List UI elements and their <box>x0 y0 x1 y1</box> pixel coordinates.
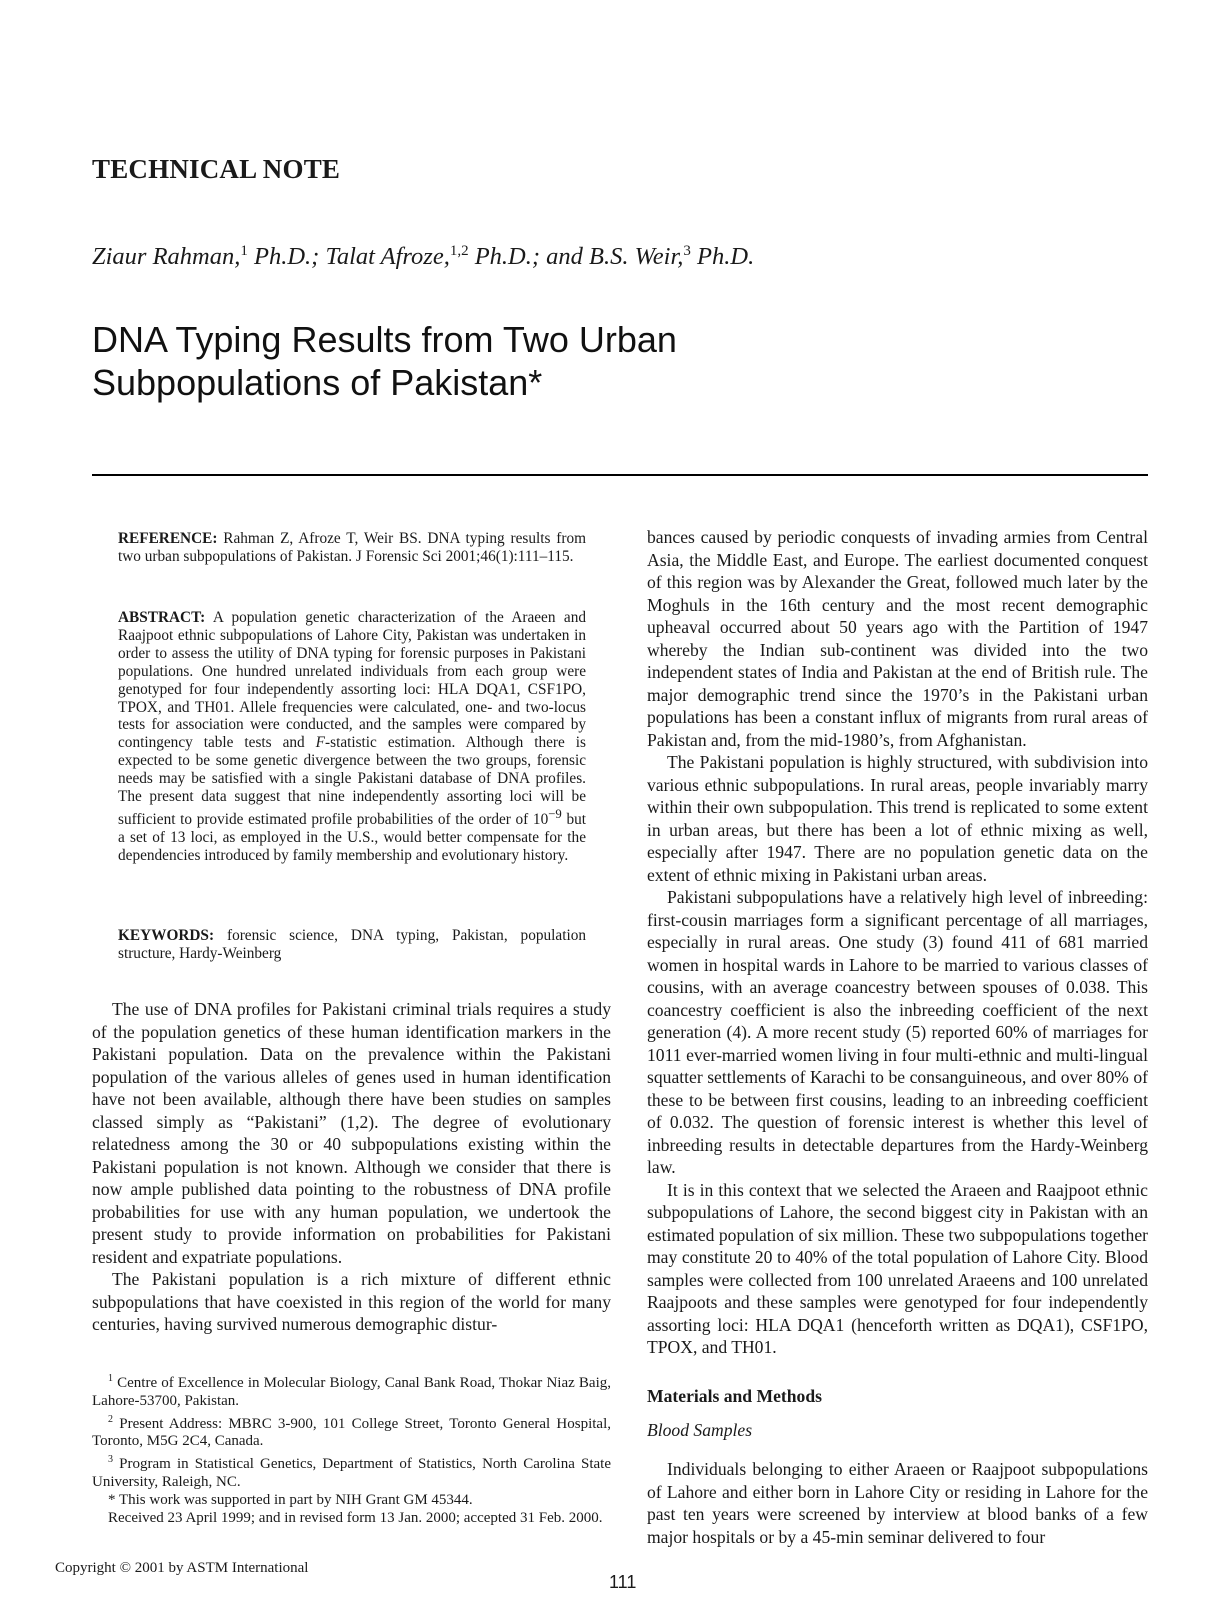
reference-block <box>118 530 586 566</box>
abstract-label: ABSTRACT: <box>118 609 206 626</box>
body-paragraph: It is in this context that we selected the Araeen and Raajpoot ethnic subpopulations of Lahore, the second biggest city in Pakistan with an estimated population of six million. These two subpopulations together may constitute 20 to 40% of the total population of Lahore City. Blood samples were collected from 100 unrelated Araeens and 100 unrelated Raajpoots and these samples were genotyped for four independently assorting loci: HLA DQA1 (henceforth written as DQA1), CSF1PO, TPOX, and TH01. <box>647 1179 1148 1357</box>
footnote-text: Centre of Excellence in Molecular Biology, Canal Bank Road, Thokar Niaz Baig, Lahore-53700, Pakistan. <box>92 1375 611 1409</box>
author-degree: Ph.D.; and <box>468 243 590 270</box>
body-paragraph: The Pakistani population is highly structured, with subdivision into various ethnic subpopulations. In rural areas, people invariably marry within their own subpopulation. This trend is replicated to some extent in urban areas, but there has been a lot of ethnic mixing as well, especially after 1947. There are no population genetic data on the extent of ethnic mixing in Pakistani urban areas. <box>647 752 1148 885</box>
abstract-text: -statistic estimation. Although there is expected to be some genetic divergence between the two groups, forensic needs may be satisfied with a single Pakistani database of DNA profiles. The present data suggest that nine independently assorting loci will be sufficient to provide estimated profile probabilities of the order of 10 <box>118 734 586 829</box>
reference-text: Rahman Z, Afroze T, Weir BS. DNA typing results from two urban subpopulations of Pakistan. J Forensic Sci 2001;46(1):111–115. <box>118 530 586 565</box>
author-name: Ziaur Rahman, <box>92 243 241 270</box>
body-paragraph: The use of DNA profiles for Pakistani criminal trials requires a study of the population genetics of these human identification markers in the Pakistani population. Data on the prevalence within the Pakistani population of the various alleles of genes used in human identification have not been available, although there have been studies on samples classed simply as “Pakistani” (1,2). The degree of evolutionary relatedness among the 30 or 40 subpopulations existing within the Pakistani population is not known. Although we consider that there is now ample published data pointing to the robustness of DNA profile probabilities for use with any human population, we undertook the present study to provide information on probabilities for Pakistani resident and expatriate populations. <box>92 999 611 1267</box>
received-note: Received 23 April 1999; and in revised form 13 Jan. 2000; accepted 31 Feb. 2000. <box>108 1509 603 1526</box>
body-paragraph: Individuals belonging to either Araeen or Raajpoot subpopulations of Lahore and either born in Lahore City or residing in Lahore for the past ten years were screened by interview at blood banks of a few major hospitals or by a 45-min seminar delivered to four <box>647 1459 1148 1547</box>
footnote-text: Present Address: MBRC 3-900, 101 College Street, Toronto General Hospital, Toronto, M5G 2C4, Canada. <box>92 1415 611 1450</box>
keywords-text: forensic science, DNA typing, Pakistan, population structure, Hardy-Weinberg <box>118 927 586 962</box>
body-paragraph: The Pakistani population is a rich mixture of different ethnic subpopulations that have coexisted in this region of the world for many centuries, having survived numerous demographic distur- <box>92 1269 611 1334</box>
footnote-mark: 2 <box>108 1413 113 1425</box>
footnote <box>92 1370 611 1411</box>
abstract-exponent: −9 <box>548 806 562 821</box>
left-column-body <box>92 998 611 1336</box>
right-column-body-continued <box>647 1458 1148 1548</box>
author-line <box>92 243 754 271</box>
section-heading: Materials and Methods <box>647 1386 822 1406</box>
footnote <box>92 1411 611 1452</box>
abstract-text: but a set of 13 loci, as employed in the U.S., would better compensate for the dependencies introduced by family membership and evolutionary history. <box>118 811 586 864</box>
footnote <box>92 1451 611 1492</box>
section-label: TECHNICAL NOTE <box>92 154 341 184</box>
body-paragraph: bances caused by periodic conquests of invading armies from Central Asia, the Middle East, and Europe. The earliest documented conquest of this region was by Alexander the Great, followed much later by the Moghuls in the 16th century and the most recent demographic upheaval occurred about 50 years ago with the Partition of 1947 whereby the Indian sub-continent was divided into the two independent states of India and Pakistan at the end of British rule. The major demographic trend since the 1970’s in the Pakistani urban populations has been a constant influx of migrants from rural areas of Pakistan and, from the mid-1980’s, from Afghanistan. <box>647 527 1148 750</box>
copyright-notice: Copyright © 2001 by ASTM International <box>55 1560 309 1576</box>
author-name: B.S. Weir, <box>589 243 684 270</box>
author-affiliation-mark: 3 <box>683 242 691 259</box>
author-degree: Ph.D.; <box>247 243 326 270</box>
author-degree: Ph.D. <box>690 243 755 270</box>
header-divider <box>92 474 1148 476</box>
footnote-mark: 3 <box>108 1454 113 1466</box>
footnote-mark: 1 <box>108 1373 113 1384</box>
footnote-text: Program in Statistical Genetics, Department of Statistics, North Carolina State University, Raleigh, NC. <box>92 1456 611 1490</box>
reference-label: REFERENCE: <box>118 530 218 547</box>
abstract-block <box>118 609 586 865</box>
page-number: 111 <box>609 1572 637 1592</box>
keywords-label: KEYWORDS: <box>118 927 215 944</box>
author-name: Talat Afroze, <box>325 243 450 270</box>
keywords-block <box>118 927 586 963</box>
article-title <box>92 318 892 404</box>
right-column-body <box>647 526 1148 1359</box>
body-paragraph: Pakistani subpopulations have a relatively high level of inbreeding: first-cousin marriages form a significant percentage of all marriages, especially in rural areas. One study (3) found 411 of 681 married women in hospital wards in Lahore to be married to various classes of cousins, with an average coancestry between spouses of 0.038. This coancestry coefficient is also the inbreeding coefficient of the next generation (4). A more recent study (5) reported 60% of marriages for 1011 ever-married women living in four multi-ethnic and multi-lingual squatter settlements of Karachi to be consanguineous, and over 80% of these to be between first cousins, leading to an inbreeding coefficient of 0.032. The question of forensic interest is whether this level of inbreeding results in detectable departures from the Hardy-Weinberg law. <box>647 887 1148 1177</box>
subsection-heading: Blood Samples <box>647 1420 753 1440</box>
title-line: Subpopulations of Pakistan* <box>92 362 543 403</box>
author-affiliation-mark: 1 <box>240 242 248 259</box>
author-affiliation-mark: 1,2 <box>449 242 469 259</box>
footnotes <box>92 1370 611 1527</box>
title-line: DNA Typing Results from Two Urban <box>92 319 677 360</box>
funding-note: * This work was supported in part by NIH Grant GM 45344. <box>108 1491 473 1508</box>
abstract-text: A population genetic characterization of the Araeen and Raajpoot ethnic subpopulations of Lahore City, Pakistan was undertaken in order to assess the utility of DNA typing for forensic purposes in Pakistani populations. One hundred unrelated individuals from each group were genotyped for four independently assorting loci: HLA DQA1, CSF1PO, TPOX, and TH01. Allele frequencies were calculated, one- and two-locus tests for association were conducted, and the samples were compared by contingency table tests and <box>118 609 586 752</box>
abstract-italic-f: F <box>315 734 326 752</box>
